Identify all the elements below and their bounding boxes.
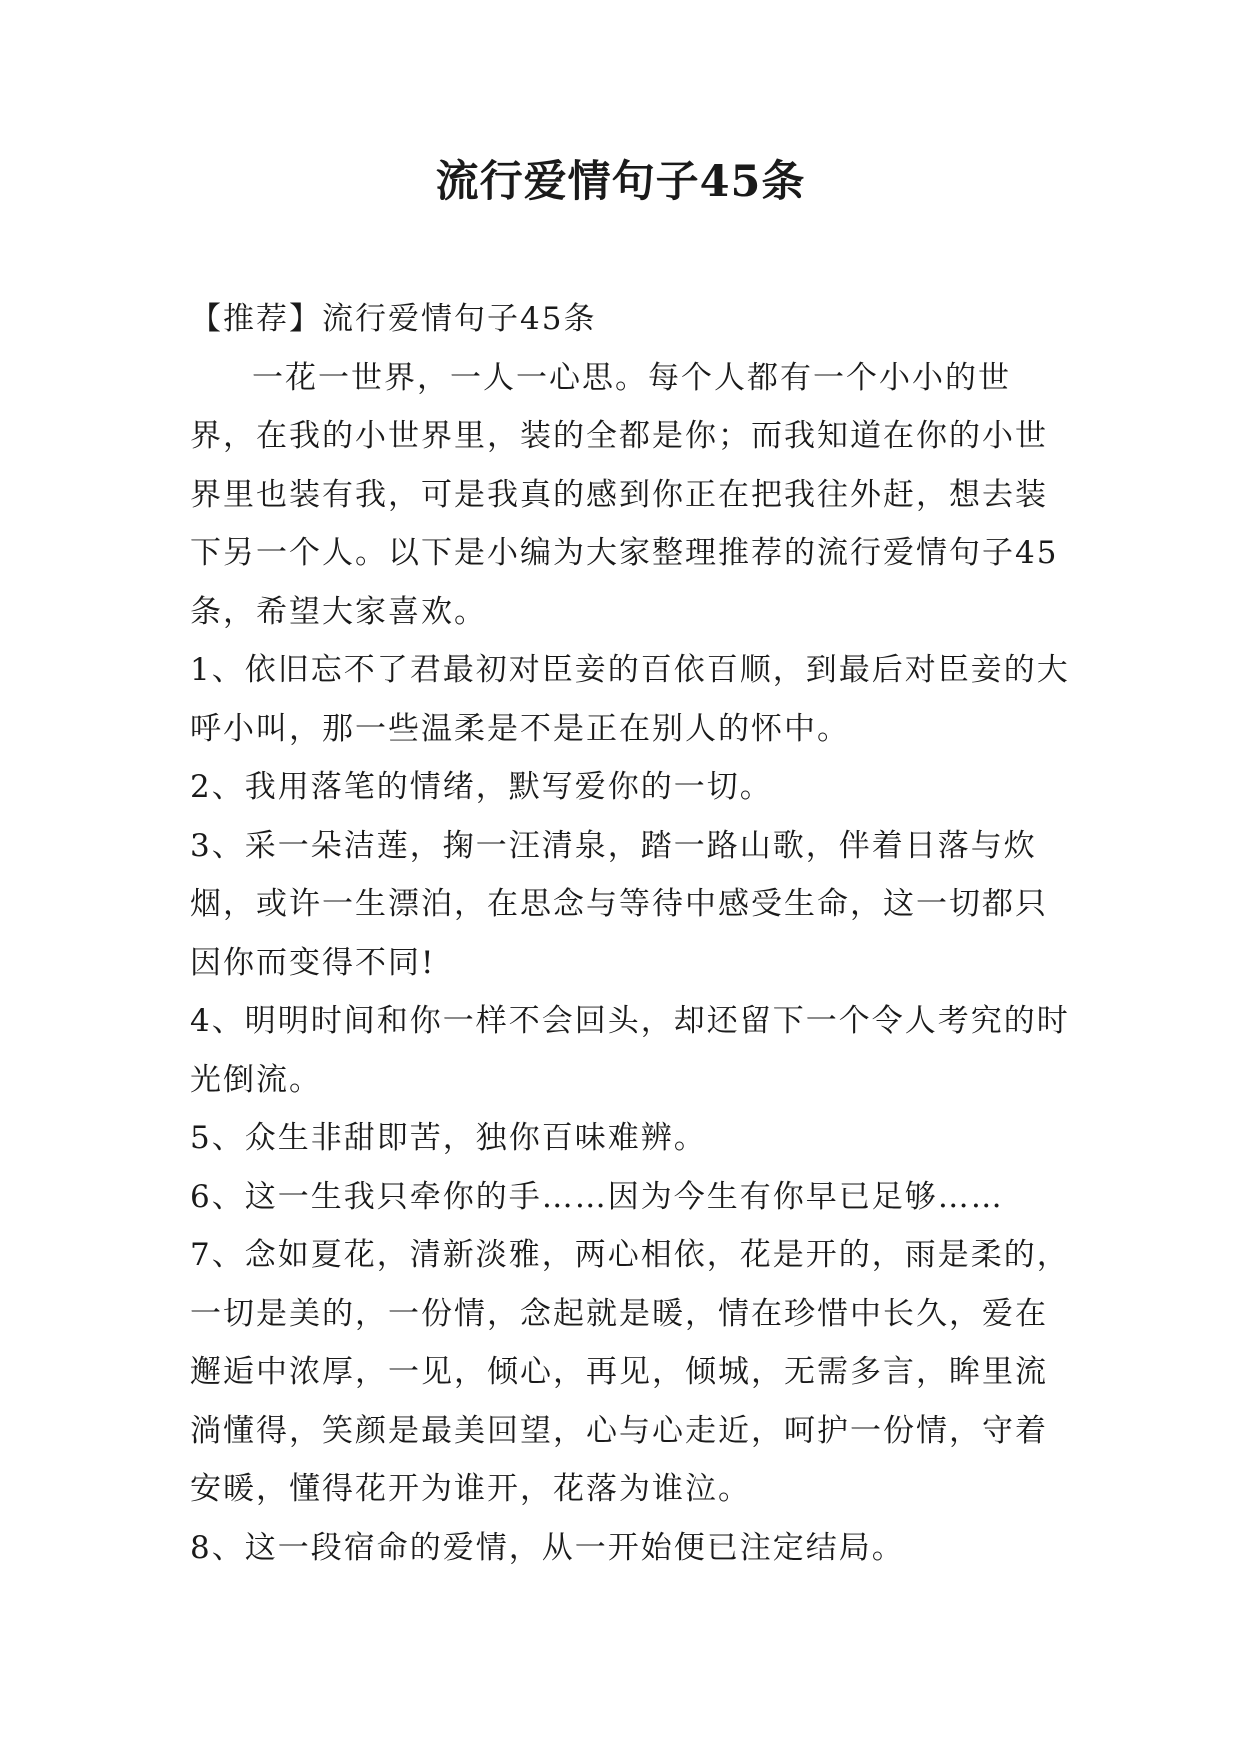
list-item: 4、明明时间和你一样不会回头，却还留下一个令人考究的时光倒流。 <box>190 1003 1070 1098</box>
intro-paragraph: 一花一世界，一人一心思。每个人都有一个小小的世界，在我的小世界里，装的全都是你；而我知道在你的小世界里也装有我，可是我真的感到你正在把我往外赶，想去装下另一个人。以下是小编为大家整理推荐的流行爱情句子45条，希望大家喜欢。 <box>190 359 1059 630</box>
document-subtitle: 【推荐】流行爱情句子45条 <box>190 301 597 337</box>
list-item: 8、这一段宿命的爱情，从一开始便已注定结局。 <box>190 1529 905 1566</box>
list-item: 5、众生非甜即苦，独你百味难辨。 <box>190 1120 707 1156</box>
list-item: 3、采一朵洁莲，掬一汪清泉，踏一路山歌，伴着日落与炊烟，或许一生漂泊，在思念与等待中感受生命，这一切都只因你而变得不同! <box>190 827 1048 981</box>
list-item: 7、念如夏花，清新淡雅，两心相依，花是开的，雨是柔的，一切是美的，一份情，念起就是暖，情在珍惜中长久，爱在邂逅中浓厚，一见，倾心，再见，倾城，无需多言，眸里流淌懂得，笑颜是最美回望，心与心走近，呵护一份情，守着安暖，懂得花开为谁开，花落为谁泣。 <box>190 1237 1070 1507</box>
document-body <box>190 290 1070 1577</box>
list-item: 1、依旧忘不了君最初对臣妾的百依百顺，到最后对臣妾的大呼小叫，那一些温柔是不是正在别人的怀中。 <box>190 652 1070 747</box>
list-item: 2、我用落笔的情绪，默写爱你的一切。 <box>190 769 773 805</box>
document-title: 流行爱情句子45条 <box>435 157 806 207</box>
list-item: 6、这一生我只牵你的手……因为今生有你早已足够…… <box>190 1178 1004 1215</box>
